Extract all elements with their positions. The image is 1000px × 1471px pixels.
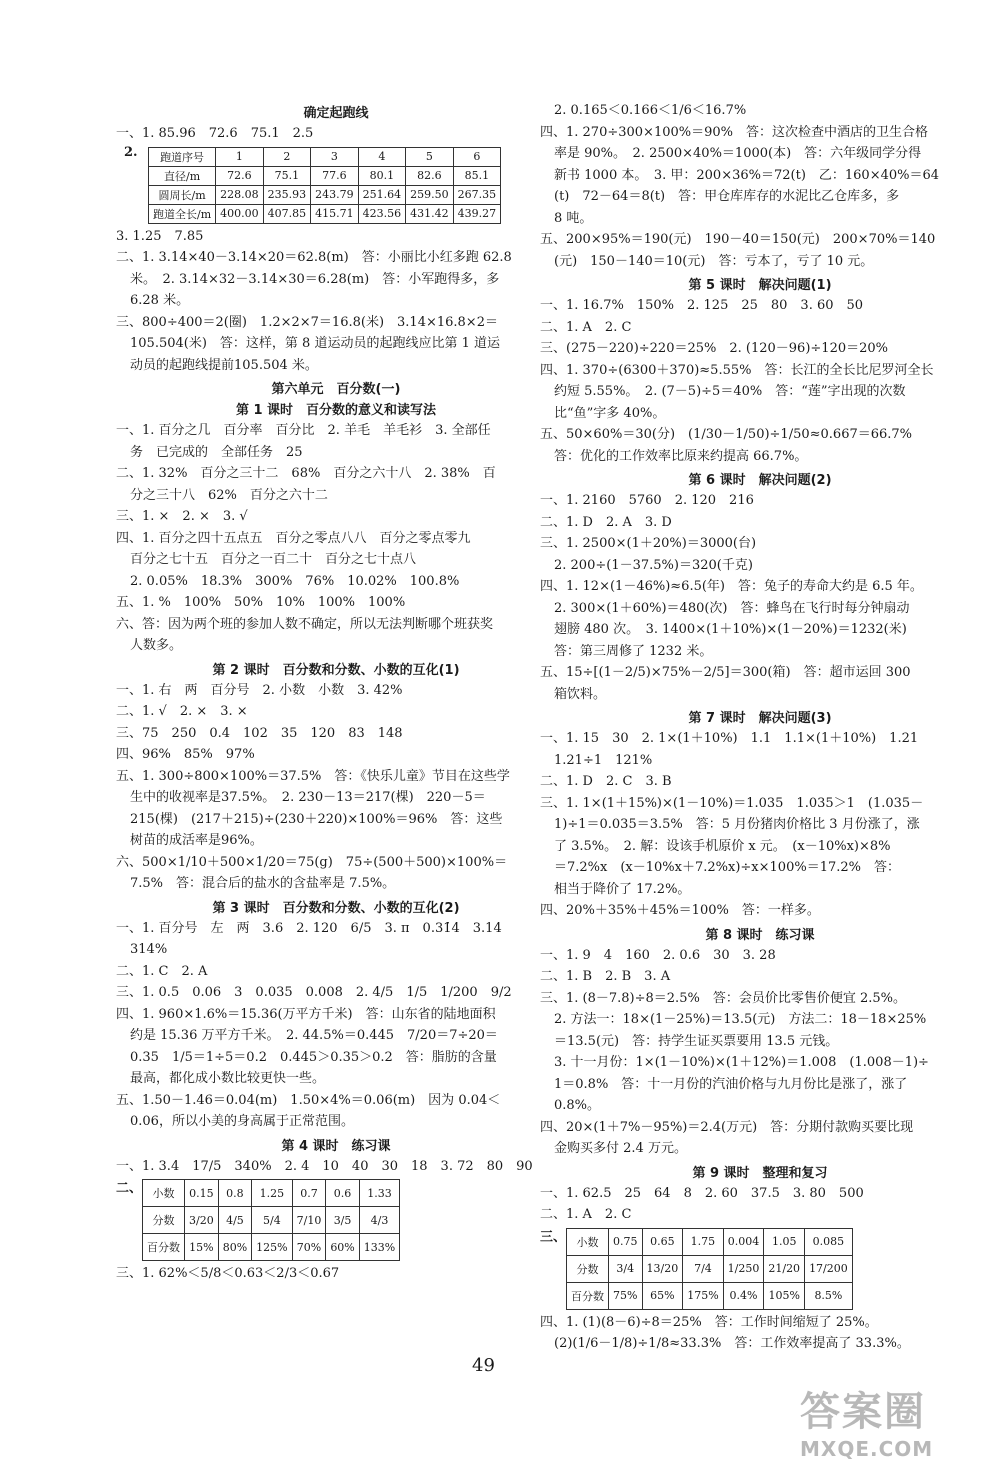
table-cell: 分数 [567, 1255, 609, 1282]
table-cell: 0.004 [723, 1228, 764, 1255]
answer-line: (2)(1/6－1/8)÷1/8≈33.3% 答：工作效率提高了 33.3%。 [554, 1336, 910, 1351]
table-cell: 407.85 [263, 204, 311, 223]
answer-line: 率是 90%。 2. 2500×40%＝1000(本) 答：六年级同学分得 [554, 146, 922, 161]
table-cell: 125% [252, 1234, 292, 1261]
table-cell: 13/20 [642, 1255, 683, 1282]
table-cell: 15% [185, 1234, 219, 1261]
table-row [143, 1180, 400, 1207]
table-cell: 72.6 [216, 166, 264, 185]
answer-line: 314% [130, 942, 168, 957]
table-cell: 0.75 [609, 1228, 643, 1255]
answer-line: 五、1. % 100% 50% 10% 100% 100% [116, 595, 406, 610]
review-table [566, 1228, 853, 1310]
table-cell: 0.8 [218, 1180, 251, 1207]
table-cell: 85.1 [453, 166, 501, 185]
table-cell: 0.6 [326, 1180, 359, 1207]
table-row [567, 1282, 853, 1309]
answer-line: (元) 150－140＝10(元) 答：亏本了，亏了 10 元。 [554, 253, 874, 269]
table-cell: 21/20 [764, 1255, 805, 1282]
answer-line: 1＝0.8% 答：十一月份的汽油价格与九月份比是涨了，涨了 [554, 1076, 908, 1092]
answer-line: 一、1. 9 4 160 2. 0.6 30 3. 28 [540, 947, 776, 963]
table-row [143, 1234, 400, 1261]
table-cell: 4/5 [218, 1207, 251, 1234]
track-table-block [116, 145, 556, 226]
answer-line: 二、1. D 2. A 3. D [540, 514, 672, 530]
answer-line: 四、20×(1＋7%－95%)＝2.4(万元) 答：分期付款购买要比现 [540, 1119, 914, 1135]
table-cell: 133% [359, 1234, 399, 1261]
answer-line: 0.06，所以小美的身高属于正常范围。 [130, 1114, 354, 1129]
answer-line: 生中的收视率是37.5%。 2. 230－13＝217(棵) 220－5＝ [130, 790, 486, 805]
section-heading: 第 8 课时 练习课 [705, 927, 815, 943]
answer-line: 一、1. 85.96 72.6 75.1 2.5 [116, 126, 314, 141]
section-heading: 第 4 课时 练习课 [281, 1138, 391, 1154]
answer-line: 四、1. 960×1.6%＝15.36(万平方千米) 答：山东省的陆地面积 [116, 1006, 496, 1022]
track-table [148, 147, 501, 224]
answer-line: 三、1. 62%＜5/8＜0.63＜2/3＜0.67 [116, 1266, 340, 1281]
answer-line: 四、1. 百分之四十五点五 百分之零点八八 百分之零点零九 [116, 530, 471, 546]
answer-line: 四、1. 370÷(6300＋370)≈5.55% 答：长江的全长比尼罗河全长 [540, 362, 934, 378]
table-cell: 235.93 [263, 185, 311, 204]
answer-line: 二、1. B 2. B 3. A [540, 969, 671, 984]
table-cell: 400.00 [216, 204, 264, 223]
table-cell: 3/20 [185, 1207, 219, 1234]
table-cell: 圆周长/m [149, 185, 216, 204]
answer-line: 最高，都化成小数比较更快一些。 [130, 1071, 326, 1086]
answer-line: 新书 1000 本。 3. 甲：200×36%＝72(t) 乙：160×40%＝64 [554, 167, 940, 183]
left-column [116, 100, 556, 1285]
table-cell: 4/3 [359, 1207, 399, 1234]
table-cell: 259.50 [406, 185, 454, 204]
answer-line: ＝7.2%x (x－10%x＋7.2%x)÷x×100%＝17.2% 答： [554, 860, 900, 875]
table-label: 二、 [116, 1181, 143, 1196]
answer-line: 比“鱼”字多 40%。 [554, 405, 666, 421]
table-cell: 0.085 [805, 1228, 853, 1255]
conversion-table [142, 1179, 400, 1261]
table-row [149, 204, 501, 223]
table-cell: 70% [292, 1234, 326, 1261]
answer-line: 四、96% 85% 97% [116, 747, 255, 762]
table-label: 2. [124, 144, 138, 160]
answer-line: 翅膀 480 次。 3. 1400×(1＋10%)×(1－20%)＝1232(米) [554, 622, 907, 637]
answer-line: 五、50×60%＝30(分) (1/30－1/50)÷1/50≈0.667＝66.7% [540, 427, 913, 442]
table-cell: 80.1 [358, 166, 406, 185]
section-heading: 第 3 课时 百分数和分数、小数的互化(2) [212, 900, 460, 916]
watermark-url: MXQE.COM [800, 1437, 934, 1461]
conversion-table-block [116, 1177, 556, 1263]
answer-line: 四、1. 12×(1－46%)≈6.5(年) 答：兔子的寿命大约是 6.5 年。 [540, 579, 923, 594]
answer-line: 三、1. × 2. × 3. √ [116, 509, 248, 524]
table-cell: 分数 [143, 1207, 185, 1234]
answer-line: 二、1. 32% 百分之三十二 68% 百分之六十八 2. 38% 百 [116, 466, 496, 481]
answer-line: 一、1. 2160 5760 2. 120 216 [540, 493, 754, 508]
table-cell: 小数 [567, 1228, 609, 1255]
table-cell: 75% [609, 1282, 643, 1309]
table-label: 三、 [540, 1229, 567, 1245]
answer-line: 四、1. (1)(8－6)÷8＝25% 答：工作时间缩短了 25%。 [540, 1314, 878, 1330]
answer-line: 二、1. √ 2. × 3. × [116, 704, 248, 719]
table-cell: 415.71 [311, 204, 359, 223]
table-cell: 423.56 [358, 204, 406, 223]
table-cell: 8.5% [805, 1282, 853, 1309]
answer-line: 五、200×95%＝190(元) 190－40＝150(元) 200×70%＝140 [540, 232, 936, 247]
watermark-logo [800, 1380, 990, 1465]
table-cell: 2 [263, 147, 311, 166]
table-cell: 0.7 [292, 1180, 326, 1207]
answer-line: 三、800÷400＝2(圈) 1.2×2×7＝16.8(米) 3.14×16.8×2＝ [116, 314, 498, 330]
table-cell: 243.79 [311, 185, 359, 204]
table-cell: 直径/m [149, 166, 216, 185]
table-cell: 77.6 [311, 166, 359, 185]
answer-line: 三、75 250 0.4 102 35 120 83 148 [116, 725, 403, 741]
answer-line: 1)÷1＝0.035＝3.5% 答：5 月份猪肉价格比 3 月份涨了，涨 [554, 817, 920, 832]
table-row [149, 166, 501, 185]
review-table-block [540, 1226, 980, 1312]
table-cell: 百分数 [567, 1282, 609, 1309]
answer-line: 三、1. 0.5 0.06 3 0.035 0.008 2. 4/5 1/5 1/200 9/2 [116, 985, 512, 1000]
answer-line: 约是 15.36 万平方千米。 2. 44.5%＝0.445 7/20＝7÷20＝ [130, 1028, 498, 1043]
table-cell: 1 [216, 147, 264, 166]
table-cell: 7/10 [292, 1207, 326, 1234]
answer-line: 务 已完成的 全部任务 25 [130, 444, 303, 460]
table-cell: 105% [764, 1282, 805, 1309]
answer-line: 2. 0.05% 18.3% 300% 76% 10.02% 100.8% [130, 573, 460, 589]
answer-line: 三、1. 2500×(1＋20%)＝3000(台) [540, 536, 757, 551]
answer-line: 3. 1.25 7.85 [116, 228, 204, 244]
answer-line: 二、1. A 2. C [540, 1207, 632, 1222]
table-cell: 431.42 [406, 204, 454, 223]
table-cell: 80% [218, 1234, 251, 1261]
answer-line: 米。 2. 3.14×32－3.14×30＝6.28(m) 答：小军跑得多，多 [130, 271, 500, 287]
answer-line: 四、20%＋35%＋45%＝100% 答：一样多。 [540, 903, 820, 918]
answer-line: 一、1. 15 30 2. 1×(1＋10%) 1.1 1.1×(1＋10%) 1.21 [540, 731, 919, 746]
answer-line: 三、1. (8－7.8)÷8＝2.5% 答：会员价比零售价便宜 2.5%。 [540, 990, 906, 1006]
table-cell: 5 [406, 147, 454, 166]
table-cell: 228.08 [216, 185, 264, 204]
section-heading: 第 1 课时 百分数的意义和读写法 [235, 403, 437, 418]
table-cell: 82.6 [406, 166, 454, 185]
table-cell: 6 [453, 147, 501, 166]
table-cell: 跑道全长/m [149, 204, 216, 223]
answer-line: 金购买多付 2.4 万元。 [554, 1141, 687, 1156]
table-cell: 0.65 [642, 1228, 683, 1255]
answer-line: 二、1. C 2. A [116, 963, 208, 979]
answer-line: 7.5% 答：混合后的盐水的含盐率是 7.5%。 [130, 876, 396, 891]
answer-line: 答：第三周修了 1232 米。 [554, 643, 713, 659]
answer-line: 一、1. 百分号 左 两 3.6 2. 120 6/5 3. π 0.31̇4̇ 3.14 [116, 920, 502, 936]
table-cell: 1.75 [683, 1228, 723, 1255]
page-number: 49 [472, 1355, 495, 1376]
table-cell: 1.05 [764, 1228, 805, 1255]
answer-line: 一、1. 右 两 百分号 2. 小数 小数 3. 42% [116, 682, 403, 698]
answer-line: 约短 5.55%。 2. (7－5)÷5＝40% 答：“莲”字出现的次数 [554, 384, 906, 399]
answer-line: 人数多。 [130, 638, 183, 653]
answer-line: (t) 72－64＝8(t) 答：甲仓库库存的水泥比乙仓库多，多 [554, 189, 900, 204]
table-cell: 439.27 [453, 204, 501, 223]
answer-line: 二、1. 3.14×40－3.14×20＝62.8(m) 答：小丽比小红多跑 62.8 [116, 250, 512, 265]
table-cell: 3/4 [609, 1255, 643, 1282]
answer-line: 树苗的成活率是96%。 [130, 833, 263, 848]
answer-line: 六、500×1/10＋500×1/20＝75(g) 75÷(500＋500)×100%＝ [116, 854, 508, 870]
section-heading: 第 7 课时 解决问题(3) [688, 711, 832, 726]
section-heading: 第 6 课时 解决问题(2) [688, 473, 832, 488]
answer-line: 箱饮料。 [554, 686, 607, 702]
table-cell: 251.64 [358, 185, 406, 204]
table-cell: 65% [642, 1282, 683, 1309]
answer-line: 百分之七十五 百分之一百二十 百分之七十点八 [130, 552, 417, 567]
answer-line: 四、1. 270÷300×100%＝90% 答：这次检查中酒店的卫生合格 [540, 124, 929, 140]
table-cell: 1.25 [252, 1180, 292, 1207]
table-row [567, 1255, 853, 1282]
answer-line: 三、(275－220)÷220＝25% 2. (120－96)÷120＝20% [540, 341, 889, 356]
table-row [149, 185, 501, 204]
answer-line: 105.504(米) 答：这样，第 8 道运动员的起跑线应比第 1 道运 [130, 336, 500, 351]
answer-line: 二、1. D 2. C 3. B [540, 774, 672, 789]
answer-line: 8 吨。 [554, 210, 593, 226]
right-column [540, 100, 980, 1355]
table-cell: 267.35 [453, 185, 501, 204]
answer-line: 2. 300×(1＋60%)＝480(次) 答：蜂鸟在飞行时每分钟扇动 [554, 600, 910, 616]
table-cell: 7/4 [683, 1255, 723, 1282]
answer-line: 相当于降价了 17.2%。 [554, 881, 691, 897]
answer-line: 分之三十八 62% 百分之六十二 [130, 487, 328, 503]
answer-line: 一、1. 16.7% 150% 2. 125 25 80 3. 60 50 [540, 298, 864, 313]
answer-line: 六、答：因为两个班的参加人数不确定，所以无法判断哪个班获奖 [116, 616, 494, 632]
answer-line: 3. 十一月份：1×(1－10%)×(1＋12%)＝1.008 (1.008－1)÷ [554, 1055, 929, 1070]
answer-line: ＝13.5(元) 答：持学生证买票要用 13.5 元钱。 [554, 1033, 839, 1049]
table-cell: 0.4% [723, 1282, 764, 1309]
table-row [567, 1228, 853, 1255]
answer-line: 一、1. 百分之几 百分率 百分比 2. 羊毛 羊毛衫 3. 全部任 [116, 423, 491, 438]
answer-line: 五、1. 300÷800×100%＝37.5% 答：《快乐儿童》节目在这些学 [116, 768, 510, 784]
answer-line: 三、1. 1×(1＋15%)×(1－10%)＝1.035 1.035＞1 (1.035－ [540, 795, 924, 811]
answer-line: 一、1. 62.5 25 64 8 2. 60 37.5 3. 80 500 [540, 1185, 864, 1201]
table-cell: 17/200 [805, 1255, 853, 1282]
table-cell: 5/4 [252, 1207, 292, 1234]
table-cell: 175% [683, 1282, 723, 1309]
answer-line: 二、1. A 2. C [540, 319, 632, 335]
answer-line: 2. 0.165＜0.166＜1/6＜16.7% [554, 103, 747, 118]
answer-line: 了 3.5%。 2. 解：设该手机原价 x 元。 (x－10%x)×8% [554, 838, 891, 854]
table-cell: 75.1 [263, 166, 311, 185]
answer-line: 答：优化的工作效率比原来约提高 66.7%。 [554, 448, 808, 464]
answer-line: 五、1.50－1.46＝0.04(m) 1.50×4%＝0.06(m) 因为 0.04＜ [116, 1092, 501, 1108]
answer-line: 0.8%。 [554, 1098, 601, 1113]
table-cell: 3 [311, 147, 359, 166]
table-cell: 小数 [143, 1180, 185, 1207]
answer-line: 1.21÷1 121% [554, 752, 653, 768]
answer-line: 一、1. 3.4 17/5 340% 2. 4 10 40 30 18 3. 72 80 90 [116, 1158, 533, 1174]
table-cell: 百分数 [143, 1234, 185, 1261]
answer-line: 2. 方法一：18×(1－25%)＝13.5(元) 方法二：18－18×25% [554, 1012, 927, 1027]
unit-heading: 第六单元 百分数(一) [271, 382, 401, 397]
watermark-text: 答案圈 [800, 1389, 926, 1435]
table-cell: 0.15 [185, 1180, 219, 1207]
answer-line: 215(棵) (217＋215)÷(230＋220)×100%＝96% 答：这些 [130, 811, 503, 827]
section-heading: 确定起跑线 [303, 106, 369, 121]
table-row [149, 147, 501, 166]
answer-line: 2. 200÷(1－37.5%)＝320(千克) [554, 557, 753, 573]
answer-line: 动员的起跑线提前105.504 米。 [130, 357, 318, 373]
table-cell: 60% [326, 1234, 359, 1261]
answer-line: 6.28 米。 [130, 293, 190, 308]
section-heading: 第 9 课时 整理和复习 [692, 1165, 828, 1181]
table-cell: 3/5 [326, 1207, 359, 1234]
answer-line: 0.35 1/5＝1÷5＝0.2 0.445＞0.35＞0.2 答：脂肪的含量 [130, 1049, 497, 1065]
table-cell: 4 [358, 147, 406, 166]
section-heading: 第 5 课时 解决问题(1) [688, 278, 832, 293]
answer-line: 五、15÷[(1－2/5)×75%－2/5]＝300(箱) 答：超市运回 300 [540, 665, 911, 680]
table-row [143, 1207, 400, 1234]
table-cell: 1.33 [359, 1180, 399, 1207]
table-cell: 跑道序号 [149, 147, 216, 166]
table-cell: 1/250 [723, 1255, 764, 1282]
section-heading: 第 2 课时 百分数和分数、小数的互化(1) [212, 662, 460, 678]
